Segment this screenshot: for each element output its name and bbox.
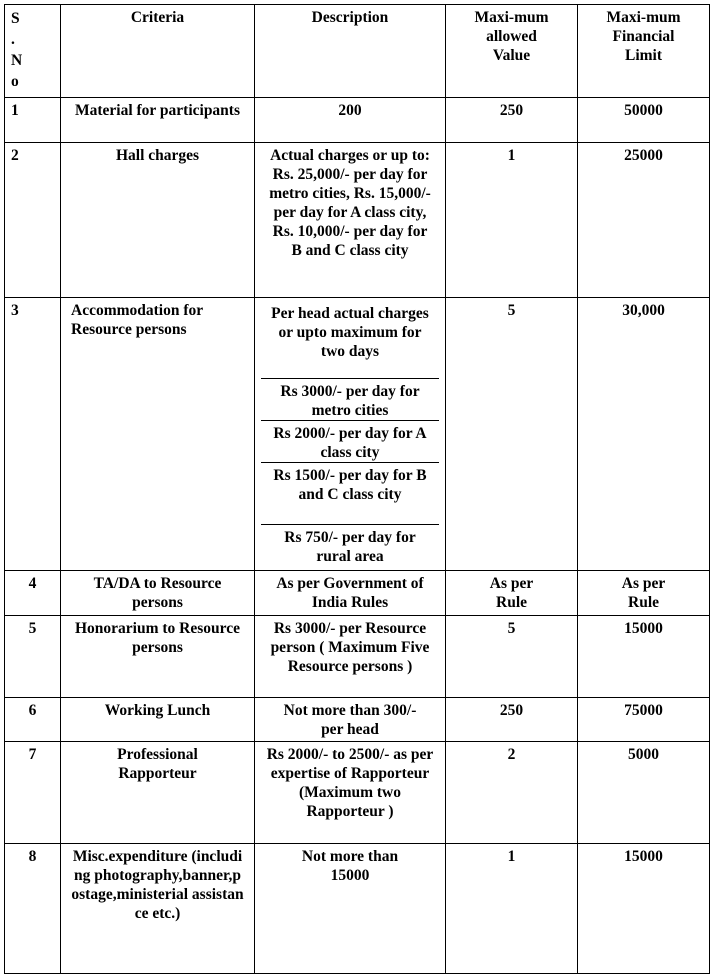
cell-max-allowed (446, 571, 578, 616)
cell-criteria: Hall charges (61, 143, 255, 298)
cell-sno: 8 (5, 844, 61, 974)
description-part: Per head actual charges or upto maximum for two days (261, 301, 439, 379)
description-part: Rs 2000/- per day for A class city (261, 421, 439, 463)
header-sno (5, 5, 61, 98)
cell-max-allowed: 2 (446, 742, 578, 844)
table-row (5, 298, 710, 571)
cell-description (255, 844, 446, 974)
cell-criteria (61, 298, 255, 571)
cell-sno: 1 (5, 98, 61, 143)
table-row (5, 616, 710, 698)
cell-max-financial: 50000 (578, 98, 710, 143)
cell-max-financial: 75000 (578, 698, 710, 742)
cell-sno: 3 (5, 298, 61, 571)
cell-description-text: Not more than 15000 (301, 848, 399, 884)
cell-sno: 7 (5, 742, 61, 844)
cell-description-text: Actual charges or up to: Rs. 25,000/- per day for metro cities, Rs. 15,000/- per day for A class city, Rs. 10,000/- per day for B and C class city (269, 147, 431, 259)
cell-max-financial: 15000 (578, 844, 710, 974)
cell-max-financial: 25000 (578, 143, 710, 298)
table-row (5, 698, 710, 742)
cell-max-allowed: 1 (446, 844, 578, 974)
cell-max-financial-text: As per Rule (621, 575, 666, 611)
cell-criteria: Honorarium to Resource persons (61, 616, 255, 698)
table-row (5, 143, 710, 298)
cell-description (255, 616, 446, 698)
cell-criteria: Working Lunch (61, 698, 255, 742)
cell-description-text: Not more than 300/- per head (283, 702, 417, 738)
header-max-allowed (446, 5, 578, 98)
cell-max-allowed: 5 (446, 298, 578, 571)
cell-description-text: Rs 3000/- per Resource person ( Maximum Five Resource persons ) (270, 620, 430, 675)
cell-sno: 2 (5, 143, 61, 298)
cell-description: Rs 2000/- to 2500/- as per expertise of Rapporteur (Maximum two Rapporteur ) (255, 742, 446, 844)
cell-criteria (61, 742, 255, 844)
cell-max-allowed: 250 (446, 98, 578, 143)
description-part: Rs 750/- per day for rural area (284, 529, 416, 565)
cell-criteria: Material for participants (61, 98, 255, 143)
cell-criteria-text: TA/DA to Resource persons (93, 575, 222, 611)
cell-description: As per Government of India Rules (255, 571, 446, 616)
cell-max-allowed: 250 (446, 698, 578, 742)
cell-sno: 6 (5, 698, 61, 742)
cell-criteria-text: Misc.expenditure (including photography,banner,postage,ministerial assistance etc.) (71, 848, 244, 922)
table-row (5, 742, 710, 844)
header-max-financial-text: Maxi-mum Financial Limit (606, 9, 681, 64)
cell-criteria (61, 844, 255, 974)
cell-criteria-text: Accommodation for Resource persons (71, 302, 203, 338)
cell-description: 200 (255, 98, 446, 143)
header-criteria: Criteria (61, 5, 255, 98)
cell-max-financial: 5000 (578, 742, 710, 844)
financial-criteria-table (4, 4, 710, 974)
description-part: Rs 1500/- per day for B and C class city (261, 463, 439, 525)
table-row (5, 571, 710, 616)
cell-sno: 5 (5, 616, 61, 698)
header-sno-char: . (11, 31, 15, 48)
table-row (5, 98, 710, 143)
description-part: Rs 3000/- per day for metro cities (261, 379, 439, 421)
table-row (5, 844, 710, 974)
cell-max-allowed: 1 (446, 143, 578, 298)
header-description: Description (255, 5, 446, 98)
cell-sno: 4 (5, 571, 61, 616)
cell-max-allowed: 5 (446, 616, 578, 698)
header-sno-char: S (11, 10, 20, 27)
table-header-row (5, 5, 710, 98)
cell-max-financial (578, 571, 710, 616)
cell-max-financial: 15000 (578, 616, 710, 698)
header-sno-char: N (11, 52, 23, 69)
header-max-financial (578, 5, 710, 98)
cell-criteria-text: Professional Rapporteur (117, 746, 198, 782)
header-sno-char: o (11, 73, 19, 90)
header-max-allowed-text: Maxi-mum allowed Value (474, 9, 549, 64)
cell-max-allowed-text: As per Rule (489, 575, 534, 611)
cell-criteria (61, 571, 255, 616)
cell-max-financial: 30,000 (578, 298, 710, 571)
cell-description (255, 143, 446, 298)
cell-description (255, 698, 446, 742)
cell-description-group (255, 298, 446, 571)
